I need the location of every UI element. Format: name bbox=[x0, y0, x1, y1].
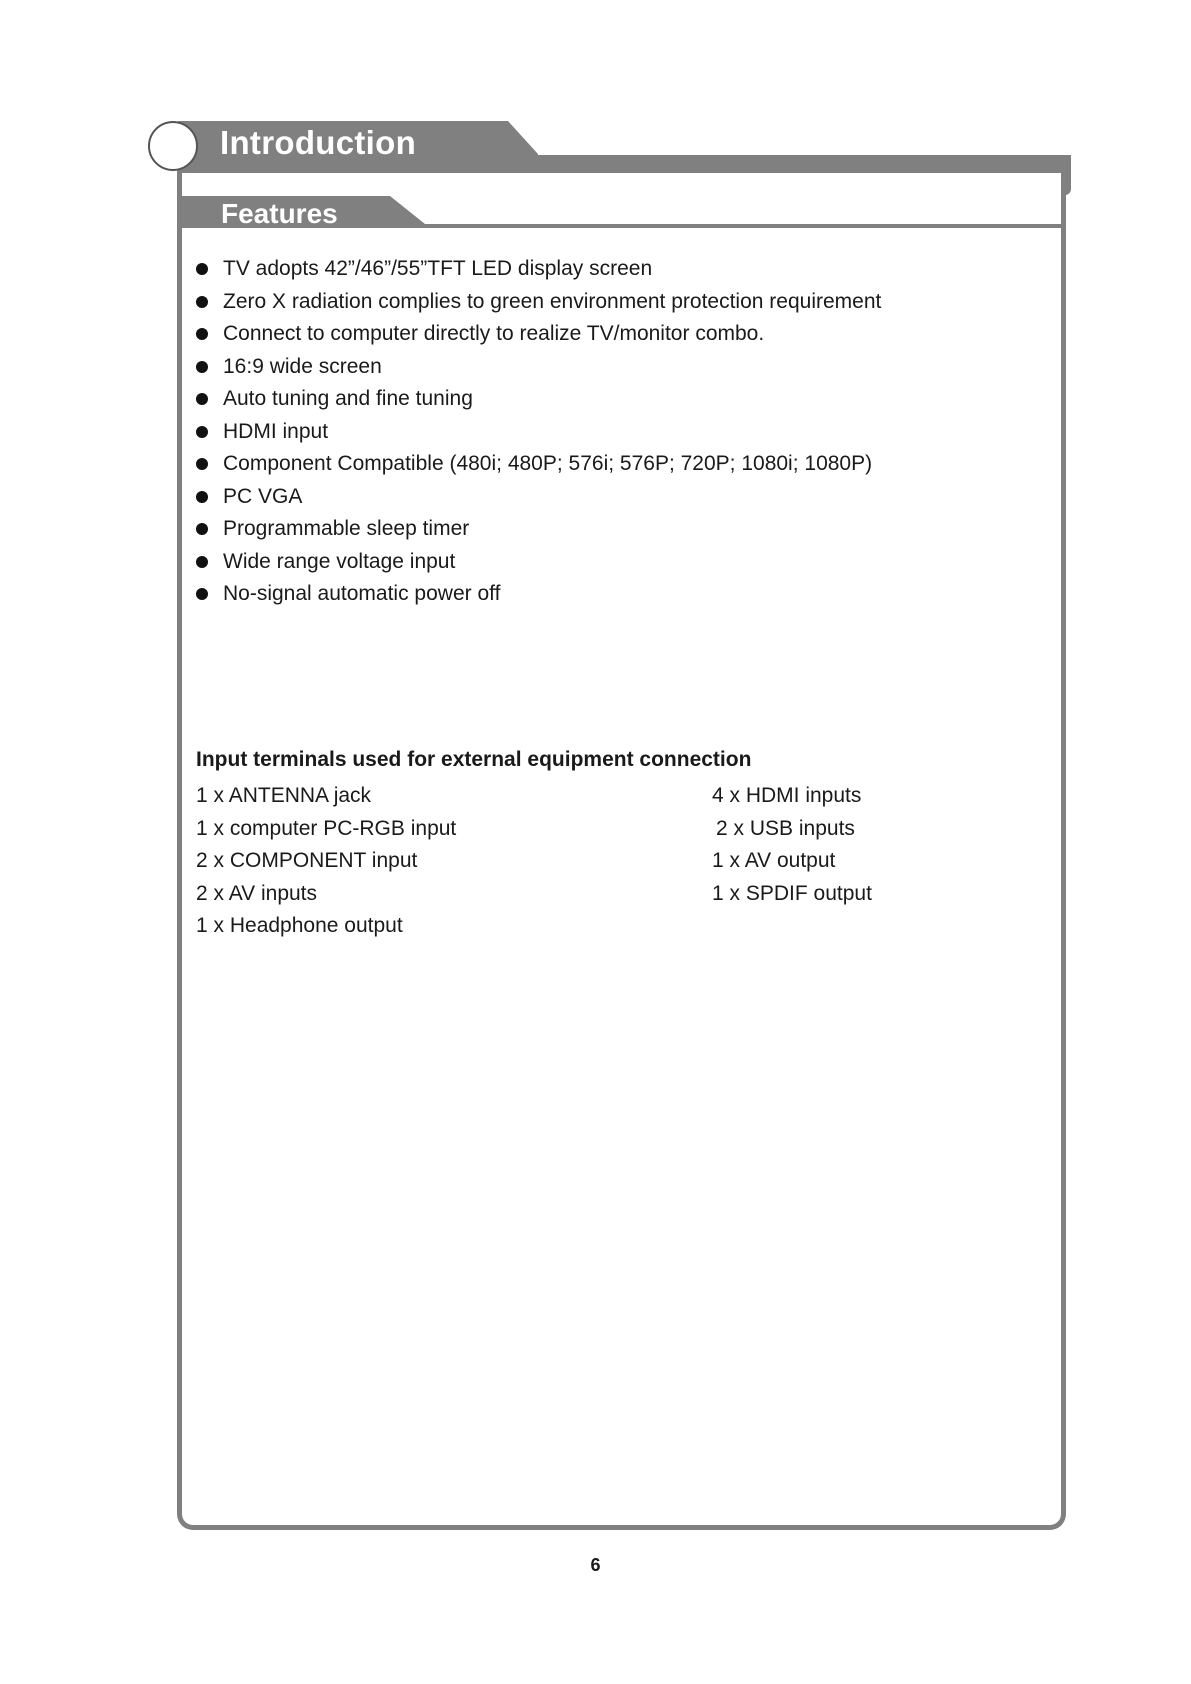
bullet-icon bbox=[196, 556, 208, 568]
feature-item bbox=[196, 546, 881, 579]
terminals-heading: Input terminals used for external equipment connection bbox=[196, 748, 752, 771]
feature-item bbox=[196, 318, 881, 351]
terminal-item: 1 x AV output bbox=[712, 849, 836, 872]
feature-text: PC VGA bbox=[223, 484, 303, 508]
bullet-icon bbox=[196, 588, 208, 600]
feature-item bbox=[196, 416, 881, 449]
feature-item bbox=[196, 253, 881, 286]
feature-item bbox=[196, 351, 881, 384]
terminal-item: 2 x USB inputs bbox=[716, 816, 855, 840]
feature-item bbox=[196, 448, 881, 481]
terminal-item: 2 x COMPONENT input bbox=[196, 849, 418, 872]
bullet-icon bbox=[196, 458, 208, 470]
terminal-item: 1 x computer PC-RGB input bbox=[196, 816, 457, 840]
bullet-icon bbox=[196, 393, 208, 405]
bullet-icon bbox=[196, 491, 208, 503]
frame-top-bar bbox=[470, 155, 1071, 173]
feature-text: TV adopts 42”/46”/55”TFT LED display screen bbox=[223, 257, 653, 281]
frame-top-bar-corner bbox=[1061, 155, 1071, 195]
feature-text: Connect to computer directly to realize TV/monitor combo. bbox=[223, 322, 765, 346]
feature-item bbox=[196, 481, 881, 514]
terminal-item: 2 x AV inputs bbox=[196, 881, 318, 905]
terminal-item: 4 x HDMI inputs bbox=[712, 784, 862, 807]
terminal-item: 1 x SPDIF output bbox=[712, 881, 872, 905]
feature-text: No-signal automatic power off bbox=[223, 582, 501, 606]
bullet-icon bbox=[196, 523, 208, 535]
bullet-icon bbox=[196, 296, 208, 308]
feature-text: Zero X radiation complies to green environment protection requirement bbox=[223, 289, 882, 313]
feature-text: Wide range voltage input bbox=[223, 549, 456, 573]
feature-item bbox=[196, 578, 881, 611]
feature-text: Component Compatible (480i; 480P; 576i; 576P; 720P; 1080i; 1080P) bbox=[223, 452, 873, 476]
feature-item bbox=[196, 383, 881, 416]
feature-item bbox=[196, 513, 881, 546]
bullet-icon bbox=[196, 426, 208, 438]
feature-item bbox=[196, 286, 881, 319]
bullet-icon bbox=[196, 328, 208, 340]
subsection-title: Features bbox=[221, 198, 338, 229]
feature-text: Auto tuning and fine tuning bbox=[223, 387, 473, 411]
terminals-right-column bbox=[712, 780, 872, 910]
feature-list bbox=[196, 253, 881, 611]
terminal-item: 1 x Headphone output bbox=[196, 914, 403, 937]
feature-text: Programmable sleep timer bbox=[223, 517, 470, 541]
section-title: Introduction bbox=[220, 124, 417, 161]
bullet-icon bbox=[196, 263, 208, 275]
feature-text: HDMI input bbox=[223, 419, 329, 443]
terminal-item: 1 x ANTENNA jack bbox=[196, 784, 372, 807]
terminals-left-column bbox=[196, 780, 456, 943]
bullet-icon bbox=[196, 361, 208, 373]
feature-text: 16:9 wide screen bbox=[223, 354, 382, 378]
page-number: 6 bbox=[590, 1555, 601, 1575]
section-circle-icon bbox=[148, 121, 198, 171]
